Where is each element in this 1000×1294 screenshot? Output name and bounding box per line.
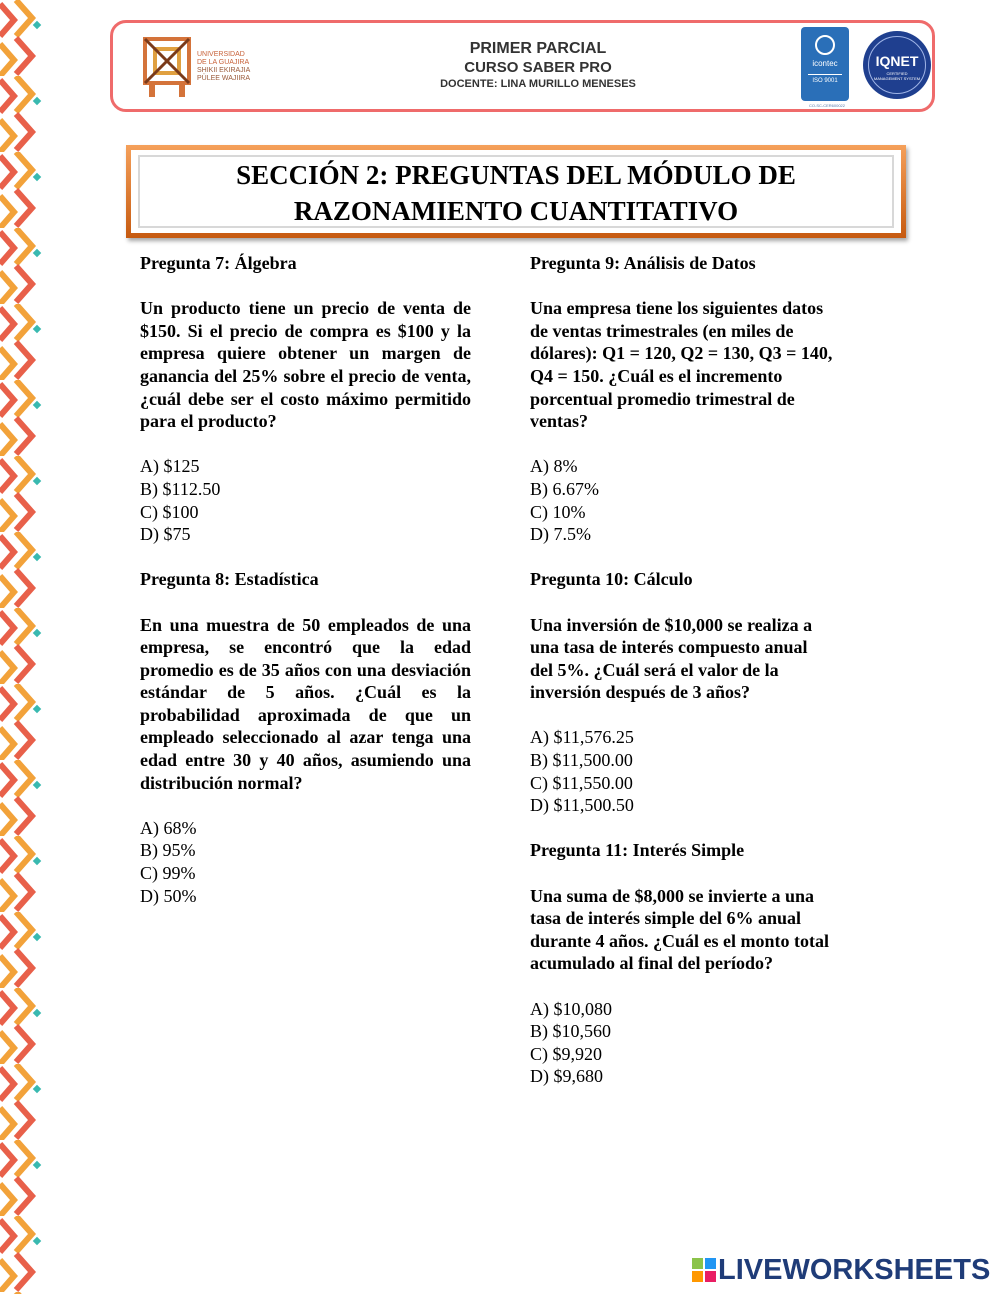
question-9-body-line: Una empresa tiene los siguientes datos (530, 298, 824, 319)
question-11-body-line: acumulado al final del período? (530, 953, 774, 974)
university-name-line-2: DE LA GUAJIRA (197, 59, 250, 66)
question-11-body-line: durante 4 años. ¿Cuál es el monto total (530, 930, 830, 951)
section-title-line-1: SECCIÓN 2: PREGUNTAS DEL MÓDULO DE (236, 160, 796, 190)
icontec-icon (815, 35, 835, 55)
teacher-name: DOCENTE: LINA MURILLO MENESES (440, 78, 636, 90)
liveworksheets-label: LIVEWORKSHEETS (718, 1254, 991, 1286)
question-9-body-line: Q4 = 150. ¿Cuál es el incremento (530, 365, 783, 386)
question-8-option-c[interactable]: C) 99% (140, 863, 196, 884)
right-column (530, 252, 865, 1088)
question-7-title: Pregunta 7: Álgebra (140, 253, 297, 273)
icontec-iso: ISO 9001 (808, 74, 842, 84)
university-name-line-4: PÜLEE WAJIIRA (197, 75, 251, 82)
question-10-body-line: una tasa de interés compuesto anual (530, 637, 808, 658)
iqnet-tag: CERTIFIED MANAGEMENT SYSTEM (873, 71, 921, 81)
question-9-body-line: de ventas trimestrales (en miles de (530, 320, 794, 341)
icontec-label: icontec (812, 59, 838, 68)
university-name (197, 51, 287, 83)
question-10-body-line: del 5%. ¿Cuál será el valor de la (530, 659, 779, 680)
question-11-body (530, 885, 865, 975)
icontec-code: CO-SC-CER600022 (808, 103, 845, 108)
question-7-option-b[interactable]: B) $112.50 (140, 478, 221, 499)
question-10-body-line: inversión después de 3 años? (530, 682, 751, 703)
question-11-option-c[interactable]: C) $9,920 (530, 1043, 602, 1064)
question-8-option-d[interactable]: D) 50% (140, 885, 197, 906)
question-10-option-d[interactable]: D) $11,500.50 (530, 795, 634, 816)
section-title (126, 157, 906, 229)
question-9-title: Pregunta 9: Análisis de Datos (530, 253, 756, 273)
header-box (110, 20, 935, 112)
question-10-body-line: Una inversión de $10,000 se realiza a (530, 614, 813, 635)
question-9-body-line: porcentual promedio trimestral de (530, 388, 795, 409)
question-8-option-a[interactable]: A) 68% (140, 817, 197, 838)
decorative-side-border (0, 0, 44, 1294)
question-9-body (530, 297, 865, 433)
section-title-frame (126, 145, 906, 238)
question-7-option-a[interactable]: A) $125 (140, 456, 200, 477)
question-9-option-a[interactable]: A) 8% (530, 456, 578, 477)
question-10-title: Pregunta 10: Cálculo (530, 569, 693, 590)
university-logo-icon (143, 37, 191, 97)
course-name: CURSO SABER PRO (464, 59, 612, 76)
iqnet-label: IQNET (875, 53, 919, 69)
question-10-body (530, 614, 865, 704)
question-7-option-c[interactable]: C) $100 (140, 501, 199, 522)
left-column (140, 252, 471, 907)
liveworksheets-brand[interactable] (692, 1254, 992, 1286)
question-11-option-d[interactable]: D) $9,680 (530, 1066, 603, 1087)
question-9-option-c[interactable]: C) 10% (530, 501, 586, 522)
question-8-body: En una muestra de 50 empleados de una empresa, se encontró que la edad promedio es de 35 años con una desviación estándar de 5 años. ¿Cuál es la probabilidad aproximada de que un empleado seleccionado al azar tenga una edad entre 30 y 40 años, asumiendo una distribución normal? (140, 614, 471, 793)
question-11-title: Pregunta 11: Interés Simple (530, 840, 745, 861)
question-11-body-line: Una suma de $8,000 se invierte a una (530, 885, 815, 906)
question-9-option-d[interactable]: D) 7.5% (530, 524, 591, 545)
header-text (383, 39, 693, 91)
question-10-option-c[interactable]: C) $11,550.00 (530, 772, 633, 793)
question-8-title: Pregunta 8: Estadística (140, 569, 319, 590)
question-7-body: Un producto tiene un precio de venta de $150. Si el precio de compra es $100 y la empresa quiere obtener un margen de ganancia del 25% sobre el precio de venta, ¿cuál debe ser el costo máximo permitido para el producto? (140, 298, 471, 432)
liveworksheets-logo-icon (692, 1258, 716, 1282)
iqnet-certification-logo (863, 31, 931, 99)
question-11-option-a[interactable]: A) $10,080 (530, 998, 612, 1019)
question-9-body-line: dólares): Q1 = 120, Q2 = 130, Q3 = 140, (530, 343, 833, 364)
question-11-body-line: tasa de interés simple del 6% anual (530, 908, 802, 929)
question-9-option-b[interactable]: B) 6.67% (530, 478, 599, 499)
icontec-certification-logo (801, 27, 849, 101)
university-name-line-3: SHIKII EKIRAJIA (197, 67, 251, 74)
university-name-line-1: UNIVERSIDAD (197, 51, 245, 58)
exam-title: PRIMER PARCIAL (469, 40, 607, 57)
question-8-option-b[interactable]: B) 95% (140, 840, 196, 861)
section-title-line-2: RAZONAMIENTO CUANTITATIVO (293, 196, 739, 226)
question-10-option-a[interactable]: A) $11,576.25 (530, 727, 634, 748)
question-7-option-d[interactable]: D) $75 (140, 524, 191, 545)
question-10-option-b[interactable]: B) $11,500.00 (530, 750, 633, 771)
question-11-option-b[interactable]: B) $10,560 (530, 1021, 611, 1042)
question-9-body-line: ventas? (530, 411, 588, 432)
